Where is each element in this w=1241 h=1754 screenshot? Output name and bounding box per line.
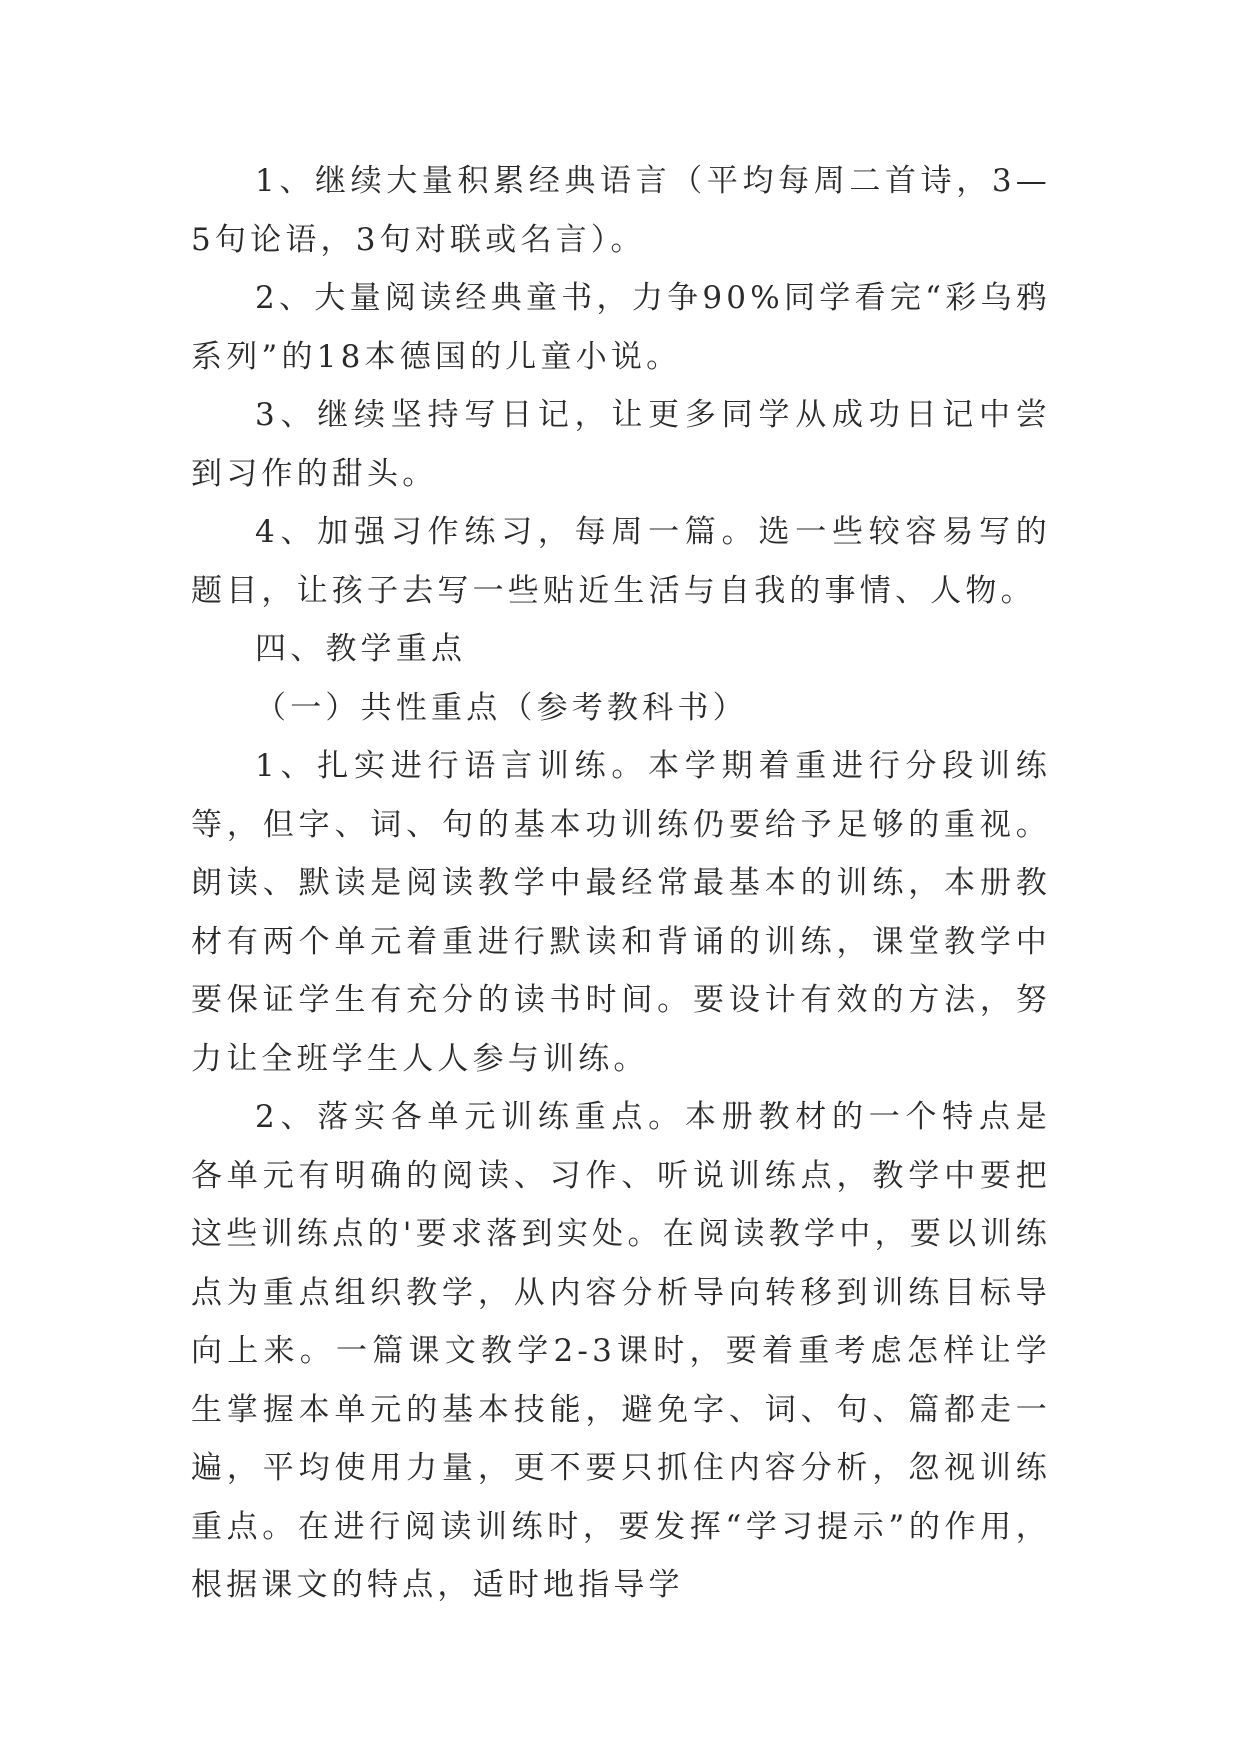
paragraph-goal-3: 3、继续坚持写日记，让更多同学从成功日记中尝到习作的甜头。	[191, 397, 1051, 492]
paragraph-goal-2: 2、大量阅读经典童书，力争90%同学看完“彩乌鸦系列”的18本德国的儿童小说。	[191, 280, 1051, 375]
paragraph-focus-2: 2、落实各单元训练重点。本册教材的一个特点是各单元有明确的阅读、习作、听说训练点，教学中要把这些训练点的'要求落到实处。在阅读教学中，要以训练点为重点组织教学，从内容分析导向转移到训练目标导向上来。一篇课文教学2-3课时，要着重考虑怎样让学生掌握本单元的基本技能，避免字、词、句、篇都走一遍，平均使用力量，更不要只抓住内容分析，忽视训练重点。在进行阅读训练时，要发挥“学习提示”的作用，根据课文的特点，适时地指导学	[191, 1099, 1051, 1603]
paragraph-goal-1: 1、继续大量积累经典语言（平均每周二首诗，3—5句论语，3句对联或名言）。	[191, 163, 1051, 258]
section-heading: 四、教学重点	[255, 631, 467, 667]
paragraph-goal-4: 4、加强习作练习，每周一篇。选一些较容易写的题目，让孩子去写一些贴近生活与自我的事情、人物。	[191, 514, 1051, 609]
paragraph-focus-1: 1、扎实进行语言训练。本学期着重进行分段训练等，但字、词、句的基本功训练仍要给予足够的重视。朗读、默读是阅读教学中最经常最基本的训练，本册教材有两个单元着重进行默读和背诵的训练，课堂教学中要保证学生有充分的读书时间。要设计有效的方法，努力让全班学生人人参与训练。	[191, 748, 1051, 1077]
document-body	[191, 152, 1051, 1615]
subsection-heading: （一）共性重点（参考教科书）	[255, 689, 748, 726]
